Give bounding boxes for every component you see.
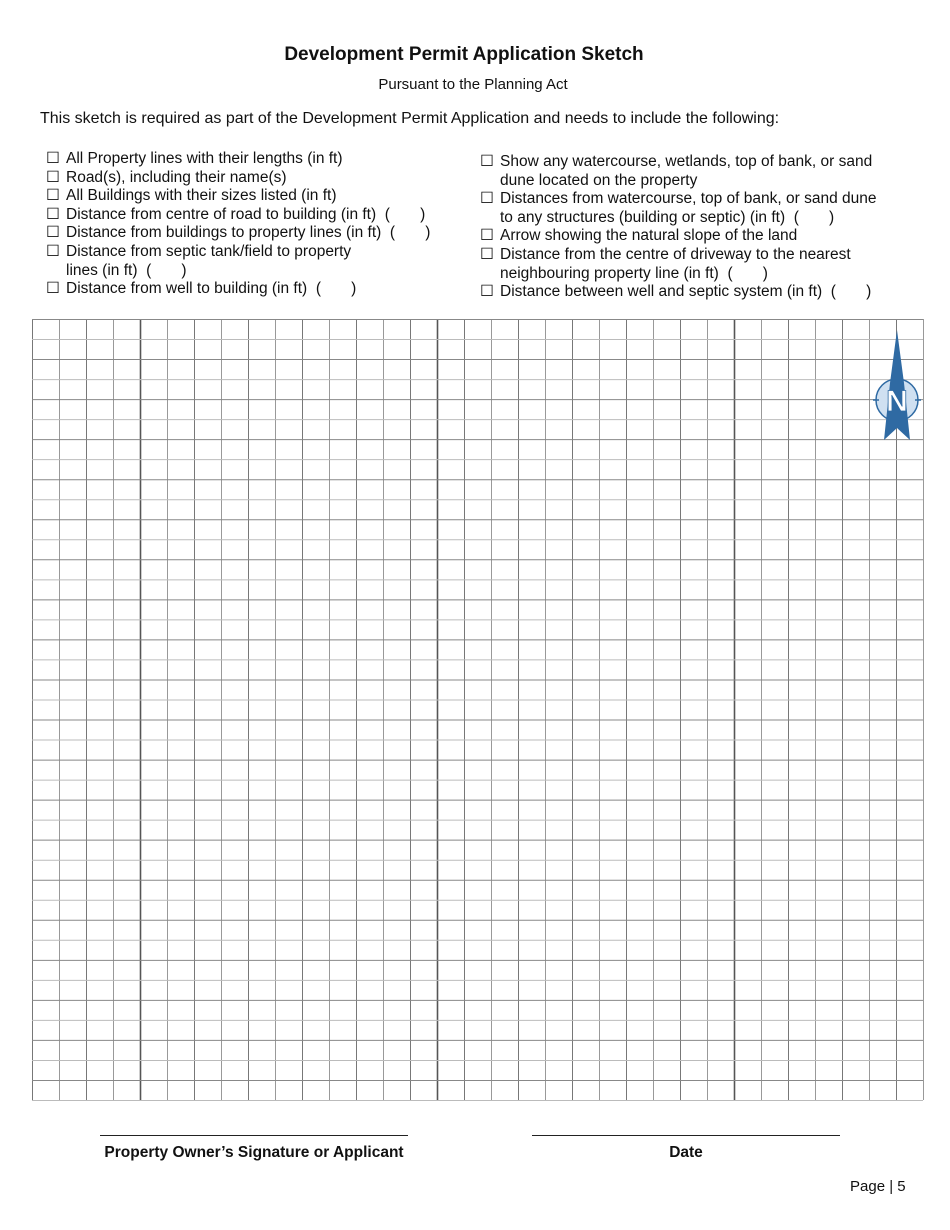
checkbox-icon[interactable] <box>480 265 500 284</box>
checklist-item[interactable] <box>480 190 920 209</box>
checkbox-icon[interactable]: ☐ <box>46 224 60 242</box>
checklist-item-label: Distance from buildings to property lines (in ft) ( ) <box>66 224 431 242</box>
checklist-item-label: Distance from centre of road to building (in ft) ( ) <box>66 205 426 223</box>
checklist-item-continued <box>46 262 466 281</box>
checkbox-icon[interactable] <box>480 209 500 228</box>
checklist-item-label: Distances from watercourse, top of bank, or sand dune <box>500 190 877 208</box>
checklist-item[interactable] <box>46 243 466 262</box>
checklist-item[interactable] <box>46 224 466 243</box>
checklist-item[interactable] <box>46 150 466 169</box>
checklist-item-label: neighbouring property line (in ft) ( ) <box>500 264 768 282</box>
checklist-item[interactable] <box>46 206 466 225</box>
checkbox-icon[interactable] <box>46 262 66 281</box>
checklist-item-label: Show any watercourse, wetlands, top of bank, or sand <box>500 153 873 170</box>
intro-text: This sketch is required as part of the Development Permit Application and needs to include the following: <box>40 110 780 127</box>
checkbox-icon[interactable] <box>480 172 500 191</box>
page-subtitle: Pursuant to the Planning Act <box>378 76 568 93</box>
checkbox-icon[interactable]: ☐ <box>480 283 494 301</box>
checklist-item-label: All Buildings with their sizes listed (in ft) <box>66 187 337 205</box>
checklist-item[interactable] <box>480 283 920 302</box>
checklist-item[interactable] <box>480 227 920 246</box>
checklist-left <box>46 150 466 299</box>
checklist-right <box>480 153 920 302</box>
north-arrow-icon <box>870 328 924 443</box>
checklist-item[interactable] <box>46 280 466 299</box>
checklist-item[interactable] <box>46 187 466 206</box>
checkbox-icon[interactable]: ☐ <box>46 205 60 223</box>
checkbox-icon[interactable]: ☐ <box>480 153 494 170</box>
checkbox-icon[interactable]: ☐ <box>480 190 494 208</box>
checklist-item-label: All Property lines with their lengths (in ft) <box>66 150 343 167</box>
checkbox-icon[interactable]: ☐ <box>480 227 494 245</box>
compass-letter: N <box>886 385 908 418</box>
checklist-item-label: dune located on the property <box>500 171 698 189</box>
checklist-item-label: Road(s), including their name(s) <box>66 168 287 186</box>
checklist-item-label: Arrow showing the natural slope of the land <box>500 227 798 245</box>
checklist-item[interactable] <box>480 246 920 265</box>
checklist-item-label: Distance from the centre of driveway to the nearest <box>500 245 851 263</box>
checklist-item[interactable] <box>46 169 466 188</box>
signature-line[interactable]: Property Owner’s Signature or Applicant <box>100 1135 408 1162</box>
checkbox-icon[interactable]: ☐ <box>46 168 60 186</box>
checklist-item-continued <box>480 209 920 228</box>
checklist-item-label: Distance from septic tank/field to property <box>66 242 352 260</box>
checklist-item-label: Distance between well and septic system (in ft) ( ) <box>500 283 872 301</box>
checklist-item-label: to any structures (building or septic) (in ft) ( ) <box>500 208 835 226</box>
checklist-item[interactable] <box>480 153 920 172</box>
checkbox-icon[interactable]: ☐ <box>46 150 60 167</box>
page-number: Page | 5 <box>850 1178 906 1195</box>
checkbox-icon[interactable]: ☐ <box>480 245 494 263</box>
checkbox-icon[interactable]: ☐ <box>46 242 60 260</box>
date-line[interactable]: Date <box>532 1135 840 1162</box>
checklist-item-continued <box>480 265 920 284</box>
sketch-grid[interactable] <box>32 319 924 1101</box>
checkbox-icon[interactable]: ☐ <box>46 280 60 298</box>
page-title: Development Permit Application Sketch <box>284 44 644 65</box>
checkbox-icon[interactable]: ☐ <box>46 187 60 205</box>
checklist-item-continued <box>480 172 920 191</box>
checklist-item-label: Distance from well to building (in ft) ( ) <box>66 280 357 298</box>
checklist-item-label: lines (in ft) ( ) <box>66 261 187 279</box>
